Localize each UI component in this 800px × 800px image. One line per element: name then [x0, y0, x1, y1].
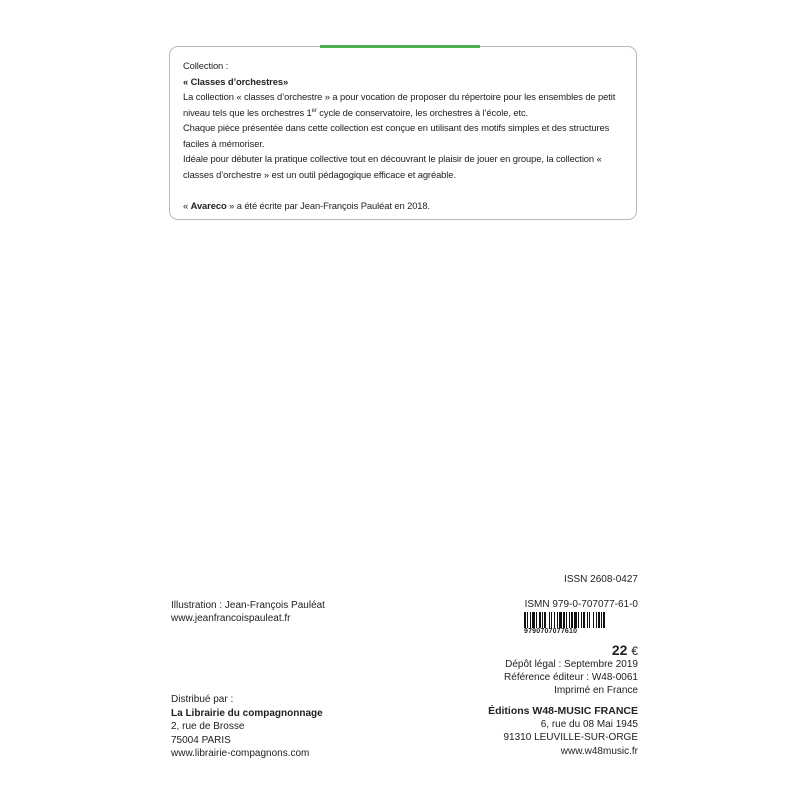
publisher-city: 91310 LEUVILLE-SUR-ORGE	[503, 732, 638, 744]
illustration-credit-text: Illustration : Jean-François Pauléat	[171, 600, 325, 611]
barcode	[524, 612, 638, 628]
illustration-website-link[interactable]: www.jeanfrancoispauleat.fr	[171, 613, 291, 624]
publisher-reference: Référence éditeur : W48-0061	[504, 672, 638, 683]
price	[612, 642, 638, 658]
barcode-number: 9790707077610	[524, 628, 578, 635]
distributor-name: La Librairie du compagnonnage	[171, 707, 323, 719]
price-amount: 22	[611, 642, 628, 658]
collection-paragraph-2: Chaque pièce présentée dans cette collection est conçue en utilisant des motifs simples et des structures faciles à mémoriser.	[183, 122, 610, 149]
ismn: ISMN 979-0-707077-61-0	[524, 599, 638, 610]
legal-block	[504, 658, 638, 697]
distributor-label: Distribué par :	[171, 694, 234, 705]
distributor-website-link[interactable]: www.librairie-compagnons.com	[171, 748, 310, 760]
collection-paragraph-1: La collection « classes d’orchestre » a pour vocation de proposer du répertoire pour les ensembles de petit niveau tels que les orchestres 1er cycle de conservatoire, les orchestres à l’école, etc.	[183, 91, 616, 118]
distributor-block	[171, 693, 323, 761]
collection-text	[183, 58, 628, 213]
issn: ISSN 2608-0427	[564, 574, 638, 585]
publisher-block	[488, 705, 638, 758]
publisher-street: 6, rue du 08 Mai 1945	[540, 719, 638, 731]
collection-heading: Collection :	[183, 60, 229, 71]
illustration-credit	[171, 599, 325, 625]
publisher-website-link[interactable]: www.w48music.fr	[560, 745, 638, 757]
work-title: Avareco	[190, 199, 227, 211]
distributor-street: 2, rue de Brosse	[171, 721, 245, 733]
price-currency: €	[631, 644, 638, 658]
collection-paragraph-3: Idéale pour débuter la pratique collective tout en découvrant le plaisir de jouer en groupe, la collection « classes d’orchestre » est un outil pédagogique efficace et agréable.	[183, 153, 602, 180]
printed-in: Imprimé en France	[554, 685, 638, 696]
green-accent-bar	[320, 45, 480, 48]
depot-legal: Dépôt légal : Septembre 2019	[505, 659, 638, 670]
collection-name: « Classes d’orchestres»	[183, 75, 289, 87]
publisher-name: Éditions W48-MUSIC FRANCE	[488, 705, 638, 717]
work-credit: « Avareco » a été écrite par Jean-François Pauléat en 2018.	[183, 199, 431, 211]
distributor-city: 75004 PARIS	[171, 734, 231, 746]
